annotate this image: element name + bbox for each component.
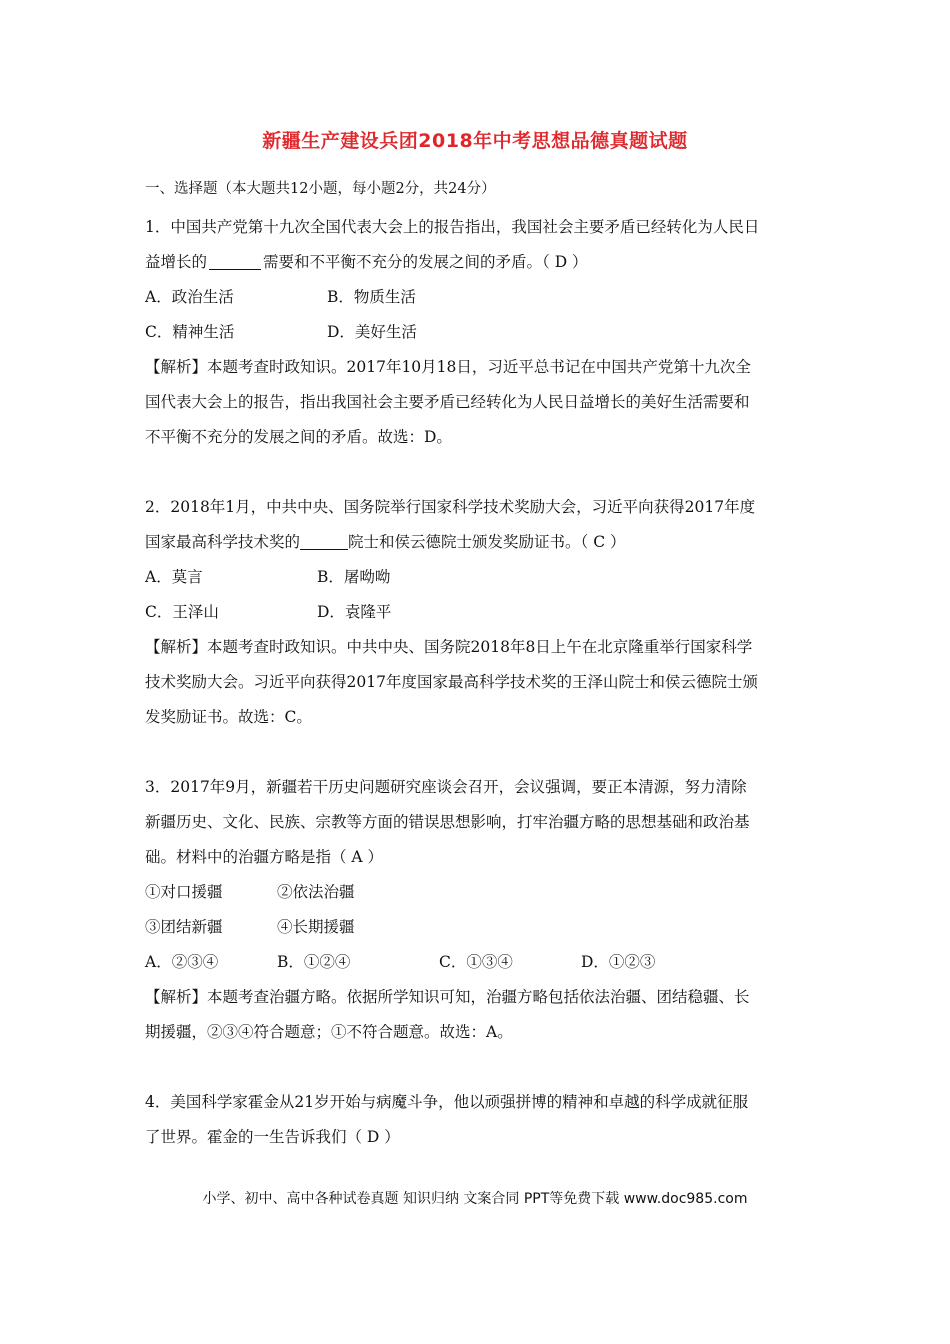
question-2-analysis-line-1: 【解析】本题考查时政知识。中共中央、国务院2018年8日上午在北京隆重举行国家科学 — [145, 638, 753, 656]
question-2-options-row-1 — [145, 560, 815, 595]
question-3-analysis-line-2: 期援疆，②③④符合题意；①不符合题意。故选：A。 — [145, 1023, 513, 1041]
question-1-stem-line-2 — [145, 245, 815, 280]
question-4-stem-line-1: 4．美国科学家霍金从21岁开始与病魔斗争，他以顽强拼博的精神和卓越的科学成就征服 — [145, 1093, 749, 1111]
question-3-stem-line-3: 础。材料中的治疆方略是指（ A ） — [145, 848, 384, 866]
item-1: ①对口援疆 — [145, 883, 223, 901]
question-2-stem-pre: 国家最高科学技术奖的 — [145, 533, 301, 551]
spacer — [145, 455, 815, 490]
question-2 — [145, 490, 815, 735]
question-1-analysis-line-3: 不平衡不充分的发展之间的矛盾。故选：D。 — [145, 428, 452, 446]
question-1-analysis-line-2: 国代表大会上的报告，指出我国社会主要矛盾已经转化为人民日益增长的美好生活需要和 — [145, 393, 750, 411]
option-a: A．政治生活 — [145, 288, 234, 306]
answer-blank — [209, 251, 261, 270]
page-title: 新疆生产建设兵团2018年中考思想品德真题试题 — [262, 130, 688, 152]
question-2-stem-post: 院士和侯云德院士颁发奖励证书。（ C ） — [348, 533, 626, 551]
question-3-items-row-1 — [145, 875, 815, 910]
item-2: ②依法治疆 — [277, 883, 355, 901]
question-3 — [145, 770, 815, 1050]
question-2-stem-line-2 — [145, 525, 815, 560]
question-1-stem-pre: 益增长的 — [145, 253, 208, 271]
exam-content — [145, 178, 815, 1155]
option-a: A．②③④ — [145, 953, 219, 971]
question-2-analysis-line-2: 技术奖励大会。习近平向获得2017年度国家最高科学技术奖的王泽山院士和侯云德院士颁 — [145, 673, 758, 691]
section-heading: 一、选择题（本大题共12小题，每小题2分，共24分） — [145, 181, 496, 197]
question-2-analysis-line-3: 发奖励证书。故选：C。 — [145, 708, 312, 726]
item-4: ④长期援疆 — [277, 918, 355, 936]
question-3-analysis-line-1: 【解析】本题考查治疆方略。依据所学知识可知，治疆方略包括依法治疆、团结稳疆、长 — [145, 988, 750, 1006]
question-1 — [145, 210, 815, 455]
spacer — [145, 735, 815, 770]
option-a: A．莫言 — [145, 568, 203, 586]
option-b: B．屠呦呦 — [317, 568, 391, 586]
question-3-stem-line-2: 新疆历史、文化、民族、宗教等方面的错误思想影响，打牢治疆方略的思想基础和政治基 — [145, 813, 750, 831]
question-2-options-row-2 — [145, 595, 815, 630]
option-c: C．王泽山 — [145, 603, 219, 621]
question-4 — [145, 1085, 815, 1155]
question-1-stem-line-1: 1．中国共产党第十九次全国代表大会上的报告指出，我国社会主要矛盾已经转化为人民日 — [145, 218, 760, 236]
option-d: D．袁隆平 — [317, 603, 392, 621]
question-1-options-row-1 — [145, 280, 815, 315]
question-3-items-row-2 — [145, 910, 815, 945]
option-c: C．精神生活 — [145, 323, 235, 341]
option-b: B．①②④ — [277, 953, 351, 971]
page-footer: 小学、初中、高中各种试卷真题 知识归纳 文案合同 PPT等免费下载 www.doc985.com — [202, 1191, 748, 1207]
question-2-stem-line-1: 2．2018年1月，中共中央、国务院举行国家科学技术奖励大会，习近平向获得2017年度 — [145, 498, 756, 516]
question-1-stem-post: 需要和不平衡不充分的发展之间的矛盾。（ D ） — [263, 253, 588, 271]
question-4-stem-line-2: 了世界。霍金的一生告诉我们（ D ） — [145, 1128, 400, 1146]
item-3: ③团结新疆 — [145, 918, 223, 936]
question-3-options-row — [145, 945, 815, 980]
spacer — [145, 1050, 815, 1085]
option-b: B．物质生活 — [327, 288, 416, 306]
option-d: D．①②③ — [581, 953, 656, 971]
option-c: C．①③④ — [439, 953, 513, 971]
question-3-stem-line-1: 3．2017年9月，新疆若干历史问题研究座谈会召开，会议强调，要正本清源，努力清除 — [145, 778, 747, 796]
question-1-options-row-2 — [145, 315, 815, 350]
answer-blank — [300, 531, 348, 550]
question-1-analysis-line-1: 【解析】本题考查时政知识。2017年10月18日，习近平总书记在中国共产党第十九次全 — [145, 358, 751, 376]
option-d: D．美好生活 — [327, 323, 417, 341]
